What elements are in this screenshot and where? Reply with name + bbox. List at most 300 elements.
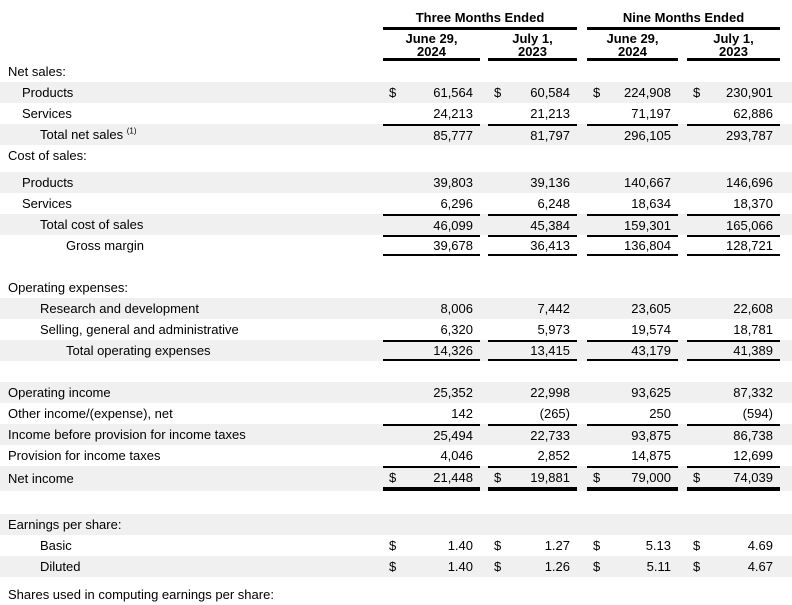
- right-margin: [780, 61, 792, 82]
- value-cell: [587, 298, 678, 319]
- column-gap: [480, 124, 488, 145]
- column-gap: [678, 61, 687, 82]
- column-header-q3-2024: [383, 30, 480, 61]
- right-margin: [780, 535, 792, 556]
- row-label-text: Other income/(expense), net: [8, 406, 173, 421]
- column-gap: [480, 103, 488, 124]
- value-cell: [488, 277, 577, 298]
- cell-value: 22,608: [733, 301, 773, 316]
- value-cell: [488, 584, 577, 605]
- right-margin: [780, 277, 792, 298]
- value-cell: [687, 172, 780, 193]
- cell-value: 18,634: [631, 196, 671, 211]
- row-label-text: Selling, general and administrative: [40, 322, 239, 337]
- cell-value: 165,066: [726, 218, 773, 233]
- cell-value: 23,605: [631, 301, 671, 316]
- column-gap: [480, 424, 488, 445]
- right-margin: [780, 319, 792, 340]
- table-row: [0, 403, 792, 424]
- dollar-sign: $: [389, 538, 397, 553]
- value-cell: [687, 61, 780, 82]
- row-label: [0, 124, 383, 145]
- table-row: [0, 298, 792, 319]
- cell-value: (594): [742, 406, 773, 421]
- cell-value: 22,733: [530, 428, 570, 443]
- cell-value: 39,136: [530, 175, 570, 190]
- row-label: [0, 82, 383, 103]
- value-cell: [488, 445, 577, 466]
- column-gap: [678, 103, 687, 124]
- value-cell: [383, 514, 480, 535]
- row-label: [0, 340, 383, 361]
- row-label: [0, 277, 383, 298]
- column-gap: [678, 445, 687, 466]
- value-cell: [488, 298, 577, 319]
- row-label: [0, 556, 383, 577]
- column-gap: [577, 556, 587, 577]
- column-gap: [678, 382, 687, 403]
- row-label-text: Provision for income taxes: [8, 448, 161, 463]
- cell-value: 5,973: [537, 322, 570, 337]
- value-cell: [383, 145, 480, 166]
- row-label: [0, 103, 383, 124]
- table-row: [0, 424, 792, 445]
- value-cell: [383, 277, 480, 298]
- cell-value: 87,332: [733, 385, 773, 400]
- value-cell: [587, 340, 678, 361]
- row-label-text: Total cost of sales: [40, 217, 144, 232]
- column-header-line: July 1,: [512, 31, 553, 46]
- section-spacer: [0, 491, 792, 514]
- value-cell: [383, 382, 480, 403]
- cell-value: 7,442: [537, 301, 570, 316]
- cell-value: 81,797: [530, 128, 570, 143]
- table-row: [0, 535, 792, 556]
- value-cell: [687, 340, 780, 361]
- table-row: [0, 445, 792, 466]
- table-row: [0, 172, 792, 193]
- column-header-line: June 29,: [405, 31, 458, 46]
- column-gap: [577, 172, 587, 193]
- row-label: [0, 235, 383, 256]
- column-gap: [480, 466, 488, 491]
- row-label: [0, 466, 383, 491]
- value-cell: [687, 466, 780, 491]
- column-header-line: 2023: [719, 44, 748, 59]
- table-row: [0, 319, 792, 340]
- row-label-text: Products: [22, 175, 74, 190]
- value-cell: [587, 277, 678, 298]
- row-label-text: Services: [22, 106, 72, 121]
- cell-value: 1.26: [544, 559, 570, 574]
- cell-value: (265): [539, 406, 570, 421]
- column-header-line: July 1,: [713, 31, 754, 46]
- value-cell: [587, 584, 678, 605]
- value-cell: [383, 193, 480, 214]
- row-label-text: Basic: [40, 538, 72, 553]
- column-gap: [678, 424, 687, 445]
- cell-value: 5.11: [646, 559, 671, 574]
- cell-value: 146,696: [726, 175, 773, 190]
- value-cell: [587, 61, 678, 82]
- value-cell: [687, 235, 780, 256]
- table-row: [0, 340, 792, 361]
- column-gap: [480, 30, 488, 61]
- column-gap: [577, 298, 587, 319]
- cell-value: 4.69: [747, 538, 773, 553]
- dollar-sign: $: [693, 85, 701, 100]
- value-cell: [383, 556, 480, 577]
- right-margin: [780, 445, 792, 466]
- row-label-text: Shares used in computing earnings per share:: [8, 587, 274, 602]
- value-cell: [687, 193, 780, 214]
- row-label-text: Earnings per share:: [8, 517, 122, 532]
- column-gap: [678, 30, 687, 61]
- value-cell: [488, 424, 577, 445]
- column-gap: [480, 514, 488, 535]
- dollar-sign: $: [693, 538, 701, 553]
- column-gap: [678, 172, 687, 193]
- value-cell: [587, 535, 678, 556]
- column-gap: [577, 235, 587, 256]
- dollar-sign: $: [593, 538, 601, 553]
- value-cell: [383, 61, 480, 82]
- value-cell: [687, 556, 780, 577]
- value-cell: [687, 382, 780, 403]
- column-gap: [577, 584, 587, 605]
- column-gap: [577, 124, 587, 145]
- value-cell: [587, 145, 678, 166]
- dollar-sign: $: [494, 559, 502, 574]
- column-gap: [480, 193, 488, 214]
- cell-value: 5.13: [645, 538, 671, 553]
- table-row: [0, 466, 792, 491]
- column-gap: [480, 445, 488, 466]
- section-spacer: [0, 256, 792, 277]
- column-gap: [480, 277, 488, 298]
- column-gap: [678, 403, 687, 424]
- value-cell: [488, 82, 577, 103]
- row-label: [0, 319, 383, 340]
- value-cell: [587, 214, 678, 235]
- column-gap: [577, 514, 587, 535]
- cell-value: 41,389: [733, 343, 773, 358]
- value-cell: [687, 82, 780, 103]
- right-margin: [780, 403, 792, 424]
- cell-value: 250: [649, 406, 671, 421]
- cell-value: 230,901: [726, 85, 773, 100]
- row-label: [0, 172, 383, 193]
- value-cell: [488, 61, 577, 82]
- right-margin: [780, 30, 792, 61]
- dollar-sign: $: [389, 85, 397, 100]
- right-margin: [780, 584, 792, 605]
- column-gap: [577, 103, 587, 124]
- value-cell: [383, 445, 480, 466]
- column-gap: [480, 584, 488, 605]
- table-body: [0, 61, 792, 605]
- row-label: [0, 61, 383, 82]
- column-gap: [577, 445, 587, 466]
- cell-value: 45,384: [530, 218, 570, 233]
- column-gap: [678, 340, 687, 361]
- cell-value: 24,213: [433, 106, 473, 121]
- row-label-text: Total net sales $^{(1)}$: [40, 126, 137, 142]
- right-margin: [780, 424, 792, 445]
- column-gap: [678, 466, 687, 491]
- date-column-header-row: [0, 30, 792, 61]
- right-margin: [780, 466, 792, 491]
- cell-value: 43,179: [631, 343, 671, 358]
- value-cell: [383, 172, 480, 193]
- column-gap: [480, 235, 488, 256]
- value-cell: [687, 319, 780, 340]
- right-margin: [780, 382, 792, 403]
- cell-value: 85,777: [433, 128, 473, 143]
- row-label: [0, 382, 383, 403]
- right-margin: [780, 10, 792, 30]
- row-label: [0, 584, 383, 605]
- value-cell: [383, 214, 480, 235]
- cell-value: 19,574: [631, 322, 671, 337]
- table-row: [0, 61, 792, 82]
- cell-value: 18,370: [733, 196, 773, 211]
- value-cell: [687, 277, 780, 298]
- row-label: [0, 403, 383, 424]
- dollar-sign: $: [494, 538, 502, 553]
- column-header-q3-2023: [488, 30, 577, 61]
- right-margin: [780, 172, 792, 193]
- value-cell: [587, 172, 678, 193]
- column-gap: [678, 124, 687, 145]
- value-cell: [383, 124, 480, 145]
- value-cell: [383, 298, 480, 319]
- value-cell: [383, 82, 480, 103]
- column-gap: [480, 319, 488, 340]
- value-cell: [687, 298, 780, 319]
- column-gap: [480, 340, 488, 361]
- cell-value: 46,099: [433, 218, 473, 233]
- cell-value: 93,625: [631, 385, 671, 400]
- value-cell: [687, 445, 780, 466]
- value-cell: [687, 124, 780, 145]
- cell-value: 1.40: [447, 559, 473, 574]
- section-spacer: [0, 577, 792, 584]
- cell-value: 21,448: [433, 470, 473, 485]
- value-cell: [383, 103, 480, 124]
- cell-value: 22,998: [530, 385, 570, 400]
- cell-value: 293,787: [726, 128, 773, 143]
- value-cell: [488, 403, 577, 424]
- dollar-sign: $: [593, 559, 601, 574]
- cell-value: 6,296: [440, 196, 473, 211]
- column-gap: [577, 319, 587, 340]
- right-margin: [780, 235, 792, 256]
- dollar-sign: $: [593, 470, 601, 485]
- table-row: [0, 514, 792, 535]
- value-cell: [488, 556, 577, 577]
- cell-value: 39,803: [433, 175, 473, 190]
- group-header-nine-months: Nine Months Ended: [587, 10, 780, 30]
- value-cell: [587, 124, 678, 145]
- value-cell: [687, 214, 780, 235]
- right-margin: [780, 103, 792, 124]
- cell-value: 1.40: [447, 538, 473, 553]
- cell-value: 36,413: [530, 238, 570, 253]
- row-label-text: Products: [22, 85, 74, 100]
- cell-value: 71,197: [631, 106, 671, 121]
- column-gap: [678, 277, 687, 298]
- row-label-text: Research and development: [40, 301, 199, 316]
- column-gap: [480, 403, 488, 424]
- column-gap: [480, 82, 488, 103]
- right-margin: [780, 214, 792, 235]
- table-row: [0, 277, 792, 298]
- value-cell: [587, 103, 678, 124]
- row-label: [0, 535, 383, 556]
- row-label: [0, 424, 383, 445]
- cell-value: 2,852: [537, 448, 570, 463]
- value-cell: [488, 124, 577, 145]
- row-label-text: Services: [22, 196, 72, 211]
- value-cell: [687, 535, 780, 556]
- dollar-sign: $: [389, 470, 397, 485]
- value-cell: [687, 145, 780, 166]
- value-cell: [488, 319, 577, 340]
- cell-value: 14,326: [433, 343, 473, 358]
- row-label: [0, 214, 383, 235]
- value-cell: [488, 235, 577, 256]
- cell-value: 159,301: [624, 218, 671, 233]
- cell-value: 13,415: [530, 343, 570, 358]
- table-row: [0, 382, 792, 403]
- value-cell: [488, 193, 577, 214]
- value-cell: [687, 403, 780, 424]
- column-gap: [678, 82, 687, 103]
- row-label: [0, 514, 383, 535]
- right-margin: [780, 556, 792, 577]
- cell-value: 4.67: [747, 559, 773, 574]
- cell-value: 140,667: [624, 175, 671, 190]
- column-gap: [577, 10, 587, 30]
- column-header-ytd-2023: [687, 30, 780, 61]
- row-label-text: Operating expenses:: [8, 280, 128, 295]
- column-gap: [577, 340, 587, 361]
- column-gap: [678, 556, 687, 577]
- value-cell: [383, 535, 480, 556]
- value-cell: [587, 382, 678, 403]
- cell-value: 136,804: [624, 238, 671, 253]
- column-gap: [577, 30, 587, 61]
- column-gap: [678, 514, 687, 535]
- row-label-text: Income before provision for income taxes: [8, 427, 246, 442]
- table-row: [0, 103, 792, 124]
- cell-value: 74,039: [733, 470, 773, 485]
- column-header-ytd-2024: [587, 30, 678, 61]
- column-gap: [678, 235, 687, 256]
- column-gap: [577, 193, 587, 214]
- column-header-line: 2023: [518, 44, 547, 59]
- cell-value: 296,105: [624, 128, 671, 143]
- right-margin: [780, 340, 792, 361]
- footnote-marker: (1): [126, 126, 137, 136]
- value-cell: [687, 103, 780, 124]
- column-gap: [480, 556, 488, 577]
- dollar-sign: $: [389, 559, 397, 574]
- column-gap: [577, 382, 587, 403]
- column-gap: [577, 466, 587, 491]
- column-gap: [577, 535, 587, 556]
- dollar-sign: $: [693, 559, 701, 574]
- right-margin: [780, 145, 792, 166]
- cell-value: 18,781: [733, 322, 773, 337]
- value-cell: [587, 556, 678, 577]
- value-cell: [488, 145, 577, 166]
- column-gap: [480, 382, 488, 403]
- column-gap: [480, 172, 488, 193]
- table-row: [0, 556, 792, 577]
- value-cell: [383, 403, 480, 424]
- value-cell: [587, 514, 678, 535]
- cell-value: 8,006: [440, 301, 473, 316]
- column-gap: [577, 403, 587, 424]
- row-label-text: Net sales:: [8, 64, 66, 79]
- right-margin: [780, 82, 792, 103]
- column-header-line: 2024: [618, 44, 647, 59]
- cell-value: 12,699: [733, 448, 773, 463]
- row-label-text: Net income: [8, 471, 74, 486]
- cell-value: 86,738: [733, 428, 773, 443]
- cell-value: 19,881: [530, 470, 570, 485]
- column-gap: [678, 145, 687, 166]
- value-cell: [383, 584, 480, 605]
- value-cell: [587, 319, 678, 340]
- value-cell: [488, 466, 577, 491]
- row-label-text: Diluted: [40, 559, 81, 574]
- table-row: [0, 193, 792, 214]
- right-margin: [780, 124, 792, 145]
- cell-value: 93,875: [631, 428, 671, 443]
- cell-value: 61,564: [433, 85, 473, 100]
- table-row: [0, 124, 792, 145]
- cell-value: 79,000: [631, 470, 671, 485]
- cell-value: 4,046: [440, 448, 473, 463]
- value-cell: [587, 403, 678, 424]
- row-label: [0, 298, 383, 319]
- value-cell: [488, 382, 577, 403]
- column-gap: [577, 82, 587, 103]
- column-gap: [577, 61, 587, 82]
- column-gap: [480, 298, 488, 319]
- right-margin: [780, 298, 792, 319]
- value-cell: [687, 514, 780, 535]
- cell-value: 224,908: [624, 85, 671, 100]
- value-cell: [383, 235, 480, 256]
- column-header-line: June 29,: [606, 31, 659, 46]
- value-cell: [587, 445, 678, 466]
- cell-value: 25,352: [433, 385, 473, 400]
- row-label-text: Gross margin: [66, 238, 145, 253]
- table-row: [0, 235, 792, 256]
- column-gap: [480, 535, 488, 556]
- value-cell: [587, 466, 678, 491]
- cell-value: 6,248: [537, 196, 570, 211]
- table-row: [0, 584, 792, 605]
- value-cell: [587, 424, 678, 445]
- cell-value: 128,721: [726, 238, 773, 253]
- cell-value: 60,584: [530, 85, 570, 100]
- column-gap: [577, 214, 587, 235]
